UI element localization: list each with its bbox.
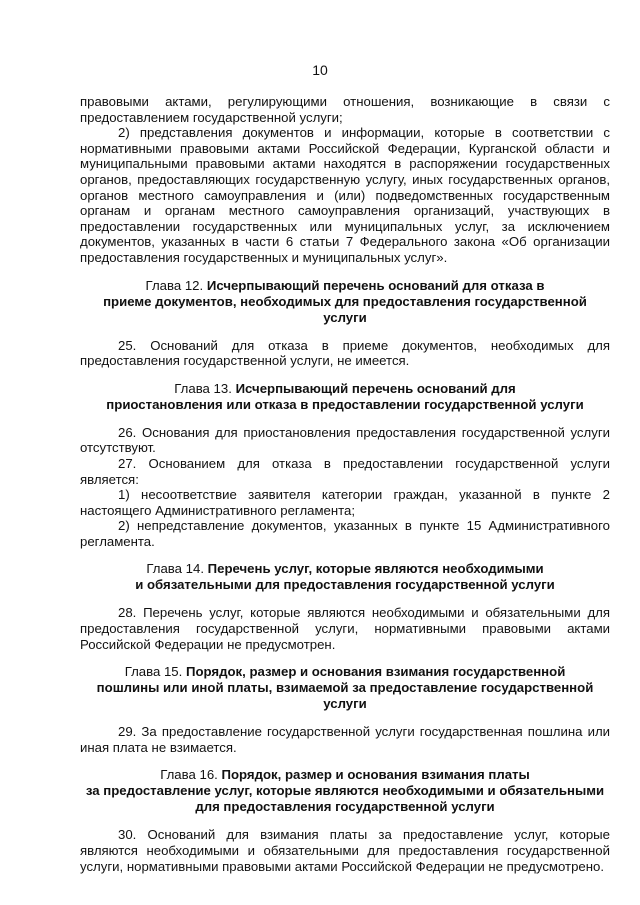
paragraph-27-item-2: 2) непредставление документов, указанных в пункте 15 Административного регламента. — [80, 518, 610, 549]
chapter-14-heading — [80, 561, 610, 593]
chapter-16-title-line-3: для предоставления государственной услуги — [195, 799, 495, 815]
chapter-15-heading — [80, 664, 610, 712]
chapter-16-heading — [80, 767, 610, 815]
paragraph-26: 26. Основания для приостановления предоставления государственной услуги отсутствуют. — [80, 424, 610, 456]
paragraph-27: 27. Основанием для отказа в предоставлении государственной услуги является: — [80, 455, 610, 487]
paragraph-25: 25. Оснований для отказа в приеме документов, необходимых для предоставления государственной услуги, не имеется. — [80, 337, 610, 369]
paragraph-27-item-1: 1) несоответствие заявителя категории граждан, указанной в пункте 2 настоящего Административного регламента; — [80, 487, 610, 518]
document-body — [80, 94, 610, 874]
chapter-13-heading — [80, 381, 610, 413]
chapter-16-number: Глава 16. — [160, 767, 218, 783]
paragraph-30: 30. Оснований для взимания платы за предоставление услуг, которые являются необходимыми и обязательными для предоставления государственной услуги, нормативными правовыми актами Российской Федерации не предусмотрено. — [80, 827, 610, 874]
chapter-12-title-line-1: Исчерпывающий перечень оснований для отказа в — [206, 277, 545, 293]
paragraph-item-2: 2) представления документов и информации, которые в соответствии с нормативными правовыми актами Российской Федерации, Курганской области и муниципальными правовыми актами находятся в распоряжении государственных органов, предоставляющих государственную услугу, иных государственных органов, органов местного самоуправления и (или) подведомственных государственным органам и органам местного самоуправления организаций, участвующих в предоставлении государственных или муниципальных услуг, за исключением документов, указанных в части 6 статьи 7 Федерального закона «Об организации предоставления государственных и муниципальных услуг». — [80, 125, 610, 265]
chapter-13-title-line-2: приостановления или отказа в предоставлении государственной услуги — [106, 396, 584, 412]
chapter-12-number: Глава 12. — [145, 277, 204, 293]
paragraph-29: 29. За предоставление государственной услуги государственная пошлина или иная плата не взимается. — [80, 724, 610, 755]
chapter-14-number: Глава 14. — [146, 561, 204, 577]
chapter-16-title-line-1: Порядок, размер и основания взимания платы — [221, 767, 530, 783]
chapter-15-title-line-2: пошлины или иной платы, взимаемой за предоставление государственной услуги — [96, 680, 594, 712]
page-number: 10 — [312, 62, 328, 78]
paragraph-28: 28. Перечень услуг, которые являются необходимыми и обязательными для предоставления государственной услуги, нормативными правовыми актами Российской Федерации не предусмотрен. — [80, 605, 610, 652]
chapter-15-number: Глава 15. — [124, 664, 183, 680]
paragraph-continuation: правовыми актами, регулирующими отношения, возникающие в связи с предоставлением государственной услуги; — [80, 94, 610, 125]
chapter-12-heading — [80, 278, 610, 326]
chapter-16-title-line-2: за предоставление услуг, которые являются необходимыми и обязательными — [85, 783, 605, 799]
chapter-13-number: Глава 13. — [174, 380, 232, 396]
chapter-15-title-line-1: Порядок, размер и основания взимания государственной — [185, 664, 566, 680]
chapter-14-title-line-1: Перечень услуг, которые являются необходимыми — [207, 561, 544, 577]
chapter-13-title-line-1: Исчерпывающий перечень оснований для — [235, 380, 516, 396]
chapter-14-title-line-2: и обязательными для предоставления государственной услуги — [135, 577, 555, 593]
chapter-12-title-line-2: приеме документов, необходимых для предоставления государственной услуги — [103, 293, 587, 325]
